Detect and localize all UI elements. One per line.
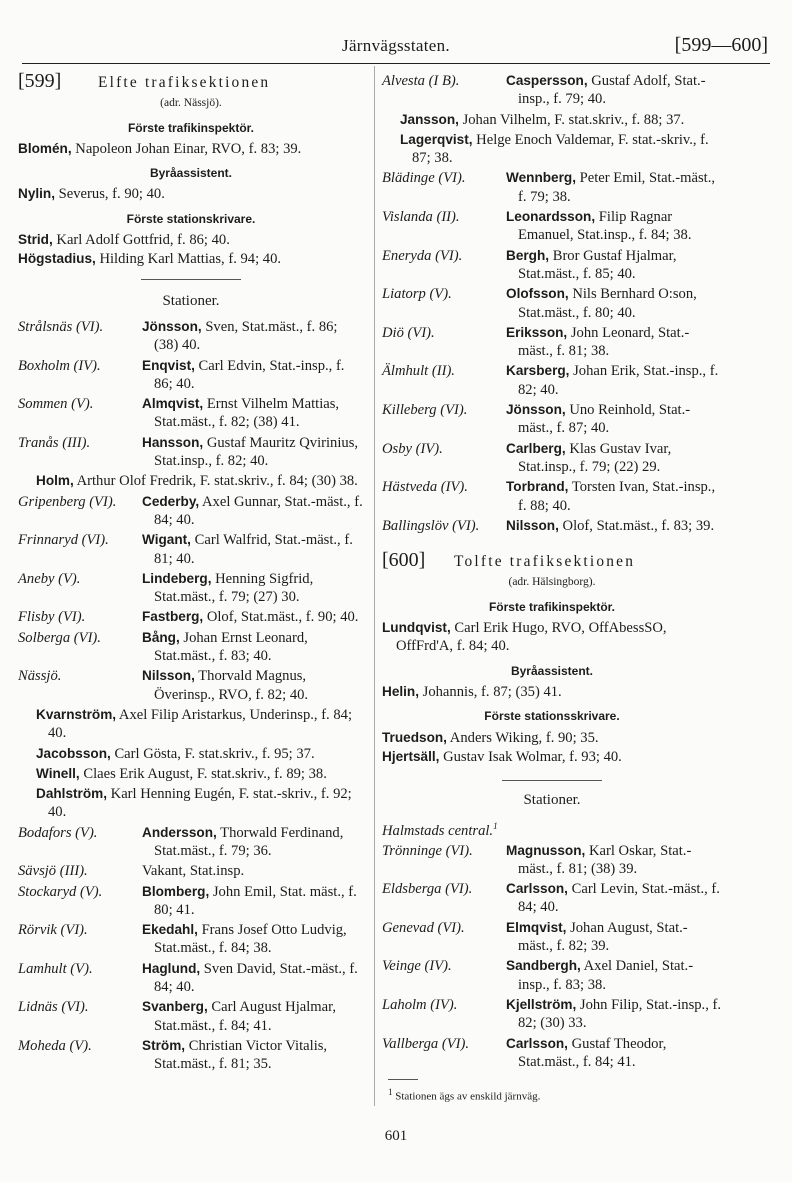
station-entry	[382, 208, 722, 245]
station-staff	[142, 667, 364, 704]
station-name: Aneby (V).	[18, 570, 81, 587]
station-name: Rörvik (VI).	[18, 922, 88, 939]
person-details: Thorvald Magnus, Överinsp., RVO, f. 82; 40.	[154, 668, 309, 703]
person-surname: Lindeberg,	[142, 570, 212, 586]
person-surname: Strid,	[18, 232, 53, 248]
person-details: Karl Henning Eugén, F. stat.-skriv., f. 92; 40.	[48, 786, 352, 821]
station-name: Solberga (VI).	[18, 629, 101, 646]
person-surname: Blomberg,	[142, 883, 210, 899]
station-staff	[506, 842, 722, 879]
station-name: Liatorp (V).	[382, 286, 452, 303]
person-details: Filip Ragnar Emanuel, Stat.insp., f. 84; 38.	[518, 209, 692, 244]
station-name: Frinnaryd (VI).	[18, 532, 109, 549]
station-name: Veinge (IV).	[382, 958, 452, 975]
station-name: Nässjö.	[18, 668, 62, 685]
person-surname: Wennberg,	[506, 170, 576, 186]
section-600-stations	[382, 842, 722, 1072]
person-entry	[18, 765, 364, 783]
person-surname: Bång,	[142, 629, 180, 645]
section-address: (adr. Nässjö).	[160, 97, 222, 110]
person-details: Carl Erik Hugo, RVO, OffAbessSO, OffFrd'A, f. 84; 40.	[396, 620, 667, 655]
person-details: Anders Wiking, f. 90; 35.	[446, 729, 599, 746]
station-entry	[18, 531, 364, 568]
person-details: Claes Erik August, F. stat.skriv., f. 89; 38.	[79, 765, 327, 782]
left-column	[18, 72, 364, 1076]
station-staff	[142, 998, 364, 1035]
person-surname: Olofsson,	[506, 286, 569, 302]
person-entry	[18, 185, 364, 203]
header-rule	[22, 63, 770, 64]
station-name: Alvesta (I B).	[382, 73, 460, 89]
role-heading: Byråassistent.	[149, 166, 233, 181]
station-staff	[142, 395, 364, 432]
station-staff	[142, 357, 364, 394]
station-entry	[18, 493, 364, 530]
station-staff	[506, 72, 722, 109]
station-name: Ballingslöv (VI).	[382, 517, 480, 534]
person-surname: Eriksson,	[506, 324, 568, 340]
station-staff	[506, 996, 722, 1033]
person-details: John Emil, Stat. mäst., f. 80; 41.	[154, 883, 357, 918]
person-surname: Sandbergh,	[506, 958, 581, 974]
central-station-label: Halmstads central.$^1$	[382, 821, 498, 840]
station-entry	[18, 667, 364, 704]
section-title: Tolfte trafiksektionen	[454, 553, 636, 571]
station-entry	[18, 570, 364, 607]
person-surname: Hjertsäll,	[382, 748, 440, 764]
person-entry	[18, 745, 364, 763]
section-600-heading	[382, 551, 722, 571]
person-details: John Leonard, Stat.-mäst., f. 81; 38.	[518, 324, 690, 360]
station-entry	[18, 960, 364, 997]
person-surname: Holm,	[36, 473, 74, 489]
person-details: Carl August Hjalmar, Stat.mäst., f. 84; 41.	[154, 999, 337, 1034]
section-600-roles	[382, 598, 722, 766]
section-599-roles	[18, 119, 364, 269]
person-surname: Jönsson,	[142, 318, 202, 334]
station-entry	[382, 440, 722, 477]
section-address: (adr. Hälsingborg).	[508, 576, 596, 589]
person-details: Uno Reinhold, Stat.-mäst., f. 87; 40.	[518, 402, 691, 437]
station-name: Hästveda (IV).	[382, 479, 468, 496]
person-surname: Högstadius,	[18, 251, 96, 267]
person-details: Hilding Karl Mattias, f. 94; 40.	[95, 251, 282, 268]
station-name: Vallberga (VI).	[382, 1035, 469, 1052]
person-surname: Magnusson,	[506, 842, 586, 858]
separator	[141, 279, 241, 280]
person-details: Axel Gunnar, Stat.-mäst., f. 84; 40.	[154, 493, 363, 528]
person-details: Carl Gösta, F. stat.skriv., f. 95; 37.	[110, 745, 315, 762]
station-staff	[142, 629, 364, 666]
person-surname: Carlsson,	[506, 881, 568, 897]
station-entry	[18, 357, 364, 394]
person-surname: Cederby,	[142, 493, 200, 509]
station-entry	[382, 247, 722, 284]
station-name: Vislanda (II).	[382, 209, 460, 226]
station-name: Strålsnäs (VI).	[18, 318, 104, 335]
person-surname: Helin,	[382, 683, 420, 699]
person-surname: Jacobsson,	[36, 745, 111, 761]
person-surname: Jönsson,	[506, 402, 566, 418]
person-entry	[382, 131, 722, 168]
person-details: Carl Levin, Stat.-mäst., f. 84; 40.	[518, 881, 720, 916]
person-details: Peter Emil, Stat.-mäst., f. 79; 38.	[518, 170, 716, 205]
person-details: Karl Adolf Gottfrid, f. 86; 40.	[52, 232, 230, 249]
person-surname: Winell,	[36, 765, 80, 781]
person-details: Carl Walfrid, Stat.-mäst., f. 81; 40.	[154, 532, 353, 567]
person-details: Henning Sigfrid, Stat.mäst., f. 79; (27) 30.	[154, 570, 314, 606]
person-entry	[382, 111, 722, 129]
station-staff	[142, 493, 364, 530]
station-entry	[382, 957, 722, 994]
person-surname: Elmqvist,	[506, 919, 567, 935]
person-details: Gustaf Adolf, Stat.-insp., f. 79; 40.	[518, 73, 706, 108]
stations-heading: Stationer.	[162, 292, 220, 309]
section-number: [600]	[382, 549, 426, 572]
footnote-marker: 1	[493, 821, 498, 832]
person-surname: Ekedahl,	[142, 922, 198, 938]
station-staff	[142, 960, 364, 997]
station-name: Trönninge (VI).	[382, 842, 473, 859]
station-staff	[506, 517, 722, 535]
person-surname: Truedson,	[382, 729, 447, 745]
station-staff	[142, 318, 364, 355]
page-number: 601	[384, 1128, 408, 1144]
section-599-stations	[18, 318, 364, 1074]
station-name: Eldsberga (VI).	[382, 881, 473, 898]
person-surname: Hansson,	[142, 434, 204, 450]
person-surname: Karsberg,	[506, 363, 570, 379]
station-entry	[18, 921, 364, 958]
person-surname: Bergh,	[506, 247, 550, 263]
station-staff	[506, 208, 722, 245]
station-staff	[142, 570, 364, 607]
role-heading: Förste stationskrivare.	[126, 211, 256, 226]
station-name: Osby (IV).	[382, 440, 443, 457]
station-staff	[506, 957, 722, 994]
station-entry	[382, 478, 722, 515]
station-name: Gripenberg (VI).	[18, 493, 117, 510]
person-surname: Nilsson,	[142, 668, 195, 684]
person-surname: Fastberg,	[142, 609, 204, 625]
person-details: Olof, Stat.mäst., f. 83; 39.	[558, 517, 715, 534]
station-staff	[506, 478, 722, 515]
role-heading: Förste stationsskrivare.	[484, 709, 620, 724]
person-entry	[382, 619, 722, 656]
person-details: Napoleon Johan Einar, RVO, f. 83; 39.	[71, 140, 302, 157]
station-staff	[506, 324, 722, 361]
person-surname: Jansson,	[400, 111, 459, 127]
person-surname: Blomén,	[18, 140, 72, 156]
person-details: Karl Oskar, Stat.-mäst., f. 81; (38) 39.	[518, 842, 692, 877]
station-entry	[18, 395, 364, 432]
person-details: Torsten Ivan, Stat.-insp., f. 88; 40.	[518, 479, 716, 514]
person-entry	[382, 683, 722, 701]
station-entry	[18, 883, 364, 920]
station-name: Älmhult (II).	[382, 363, 455, 380]
person-surname: Nilsson,	[506, 517, 559, 533]
role-heading: Förste trafikinspektör.	[488, 599, 616, 614]
person-surname: Wigant,	[142, 532, 191, 548]
continuation-stations	[382, 72, 722, 535]
person-surname: Almqvist,	[142, 396, 204, 412]
station-entry	[382, 72, 722, 109]
station-staff	[142, 921, 364, 958]
person-surname: Lundqvist,	[382, 620, 451, 636]
person-surname: Svanberg,	[142, 999, 208, 1015]
station-staff	[142, 1037, 364, 1074]
station-name: Diö (VI).	[382, 324, 435, 341]
person-details: Sven, Stat.mäst., f. 86; (38) 40.	[154, 318, 338, 354]
person-entry	[382, 729, 722, 747]
running-header	[22, 36, 770, 60]
person-details: Bror Gustaf Hjalmar, Stat.mäst., f. 85; 40.	[518, 247, 677, 282]
station-name: Sävsjö (III).	[18, 863, 88, 880]
person-entry	[382, 748, 722, 766]
station-entry	[18, 1037, 364, 1074]
station-entry	[18, 998, 364, 1035]
station-name: Lamhult (V).	[18, 960, 93, 977]
person-surname: Nylin,	[18, 186, 56, 202]
header-title: Järnvägsstaten.	[342, 36, 450, 55]
footnote: $^1$ Stationen ägs av enskild järnväg.	[388, 1087, 541, 1103]
station-name: Lidnäs (VI).	[18, 999, 89, 1016]
station-staff	[506, 362, 722, 399]
person-details: Carl Edvin, Stat.-insp., f. 86; 40.	[154, 357, 345, 392]
station-entry	[382, 285, 722, 322]
person-details: Sven David, Stat.-mäst., f. 84; 40.	[154, 960, 358, 996]
header-range: [599—600]	[674, 34, 768, 56]
station-entry	[18, 862, 364, 880]
section-599-heading	[18, 72, 364, 92]
station-staff	[142, 608, 364, 626]
person-details: Axel Daniel, Stat.-insp., f. 83; 38.	[518, 958, 694, 993]
station-name: Genevad (VI).	[382, 919, 465, 936]
footnote-rule	[388, 1079, 418, 1080]
station-entry	[382, 324, 722, 361]
station-entry	[18, 434, 364, 471]
person-surname: Haglund,	[142, 960, 201, 976]
station-name: Flisby (VI).	[18, 609, 86, 626]
station-name: Killeberg (VI).	[382, 402, 468, 419]
person-surname: Kvarnström,	[36, 706, 117, 722]
person-details: Thorwald Ferdinand, Stat.mäst., f. 79; 36.	[154, 824, 344, 859]
person-entry	[18, 250, 364, 268]
person-surname: Torbrand,	[506, 479, 569, 495]
person-entry	[18, 231, 364, 249]
person-details: Gustav Isak Wolmar, f. 93; 40.	[439, 748, 622, 765]
person-entry	[18, 472, 364, 490]
station-entry	[382, 919, 722, 956]
person-entry	[18, 785, 364, 822]
station-name: Moheda (V).	[18, 1037, 92, 1054]
role-heading: Förste trafikinspektör.	[127, 120, 255, 135]
person-surname: Caspersson,	[506, 73, 588, 88]
person-details: Johan Ernst Leonard, Stat.mäst., f. 83; 40.	[154, 629, 308, 665]
station-name: Stockaryd (V).	[18, 883, 103, 900]
person-details: John Filip, Stat.-insp., f. 82; (30) 33.	[518, 996, 721, 1032]
station-name: Boxholm (IV).	[18, 357, 101, 374]
station-name: Eneryda (VI).	[382, 247, 463, 264]
station-entry	[382, 362, 722, 399]
person-entry	[18, 706, 364, 743]
station-staff	[142, 824, 364, 861]
person-details: Johannis, f. 87; (35) 41.	[419, 683, 562, 700]
person-surname: Lagerqvist,	[400, 131, 473, 147]
person-details: Johan Vilhelm, F. stat.skriv., f. 88; 37.	[458, 111, 685, 128]
station-staff	[506, 169, 722, 206]
person-entry	[18, 140, 364, 158]
person-details: Severus, f. 90; 40.	[55, 186, 165, 203]
person-details: Vakant, Stat.insp.	[142, 863, 245, 880]
person-surname: Leonardsson,	[506, 209, 596, 225]
station-entry	[382, 401, 722, 438]
station-staff	[142, 883, 364, 920]
person-details: Gustaf Theodor, Stat.mäst., f. 84; 41.	[518, 1035, 667, 1070]
station-staff	[506, 880, 722, 917]
person-surname: Andersson,	[142, 824, 217, 840]
person-details: Nils Bernhard O:son, Stat.mäst., f. 80; 40.	[518, 286, 697, 321]
station-staff	[506, 247, 722, 284]
station-staff	[506, 285, 722, 322]
person-details: Christian Victor Vitalis, Stat.mäst., f. 81; 35.	[154, 1037, 328, 1073]
right-column	[382, 72, 722, 1106]
person-surname: Enqvist,	[142, 357, 195, 373]
station-entry	[382, 169, 722, 206]
station-staff	[506, 401, 722, 438]
person-surname: Ström,	[142, 1037, 186, 1053]
station-staff	[142, 862, 364, 880]
station-name: Tranås (III).	[18, 434, 91, 451]
separator	[502, 780, 602, 781]
stations-heading: Stationer.	[523, 792, 581, 809]
person-surname: Carlsson,	[506, 1035, 568, 1051]
station-name: Sommen (V).	[18, 396, 94, 413]
station-entry	[18, 318, 364, 355]
station-entry	[18, 629, 364, 666]
station-staff	[506, 1035, 722, 1072]
person-details: Ernst Vilhelm Mattias, Stat.mäst., f. 82; (38) 41.	[154, 396, 340, 431]
person-details: Arthur Olof Fredrik, F. stat.skriv., f. 84; (30) 38.	[73, 473, 358, 490]
station-staff	[506, 440, 722, 477]
column-divider	[374, 66, 375, 1106]
station-entry	[18, 608, 364, 626]
person-details: Klas Gustav Ivar, Stat.insp., f. 79; (22) 29.	[518, 440, 672, 475]
person-details: Axel Filip Aristarkus, Underinsp., f. 84; 40.	[48, 706, 353, 742]
role-heading: Byråassistent.	[510, 663, 594, 678]
section-number: [599]	[18, 70, 62, 92]
section-title: Elfte trafiksektionen	[98, 74, 271, 91]
station-name: Blädinge (VI).	[382, 170, 466, 187]
person-surname: Dahlström,	[36, 786, 108, 802]
station-entry	[382, 1035, 722, 1072]
person-details: Frans Josef Otto Ludvig, Stat.mäst., f. 84; 38.	[154, 922, 347, 957]
station-entry	[382, 996, 722, 1033]
station-staff	[142, 531, 364, 568]
station-entry	[382, 880, 722, 917]
station-entry	[382, 517, 722, 535]
station-staff	[142, 434, 364, 471]
person-details: Olof, Stat.mäst., f. 90; 40.	[203, 609, 359, 626]
person-details: Johan August, Stat.-mäst., f. 82; 39.	[518, 919, 688, 955]
person-surname: Kjellström,	[506, 996, 577, 1012]
person-details: Helge Enoch Valdemar, F. stat.-skriv., f. 87; 38.	[412, 131, 709, 167]
station-entry	[382, 842, 722, 879]
station-name: Laholm (IV).	[382, 996, 458, 1013]
station-staff	[506, 919, 722, 956]
person-details: Gustaf Mauritz Qvirinius, Stat.insp., f. 82; 40.	[154, 434, 359, 470]
person-surname: Carlberg,	[506, 440, 566, 456]
station-name: Bodafors (V).	[18, 824, 98, 841]
person-details: Johan Erik, Stat.-insp., f. 82; 40.	[518, 363, 719, 398]
station-entry	[18, 824, 364, 861]
